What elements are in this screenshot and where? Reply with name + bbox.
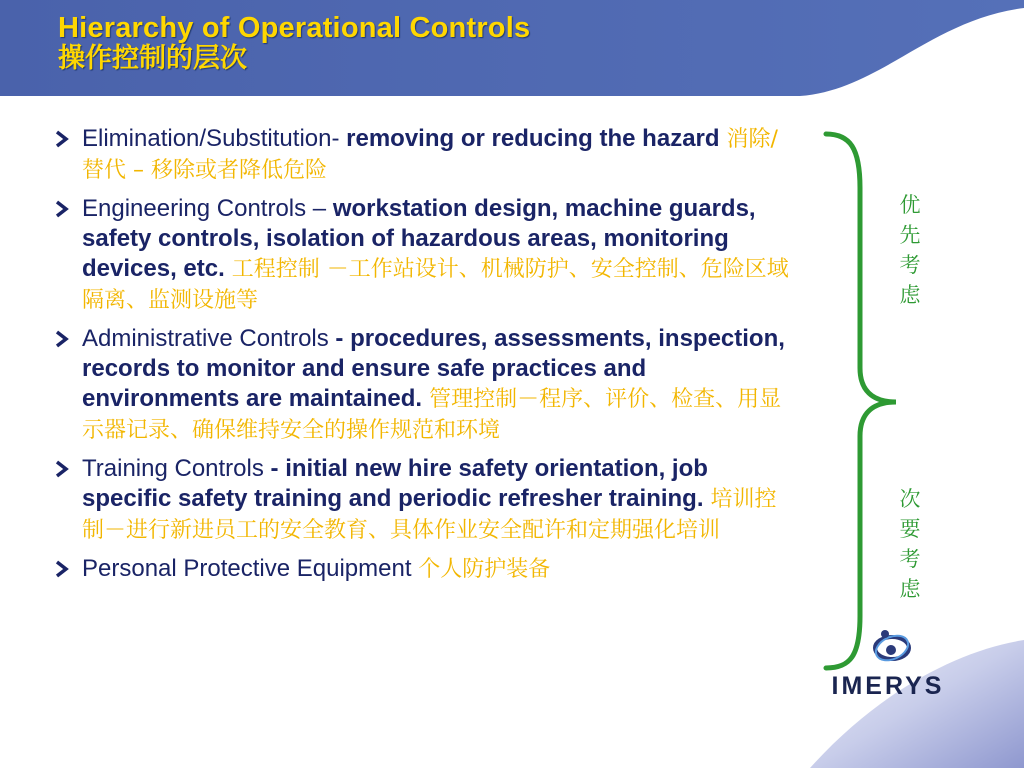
title-english: Hierarchy of Operational Controls (58, 12, 531, 44)
item-chinese: 培训控制－进行新进员工的安全教育、具体作业安全配许和定期强化培训 (82, 487, 777, 543)
item-lead: Administrative Controls (82, 325, 336, 352)
title-chinese: 操作控制的层次 (58, 43, 247, 75)
list-item (54, 554, 794, 585)
item-detail: - procedures, assessments, inspection, records to monitor and ensure safe practices and environments are maintained. (82, 325, 785, 412)
item-detail: workstation design, machine guards, safety controls, isolation of hazardous areas, monitoring devices, etc. (82, 195, 756, 282)
chevron-right-icon (54, 330, 70, 348)
item-chinese: 消除/替代 – 移除或者降低危险 (82, 127, 778, 183)
list-item (54, 124, 794, 186)
item-chinese: 工程控制 －工作站设计、机械防护、安全控制、危险区域隔离、监测设施等 (82, 257, 789, 313)
list-item (54, 324, 794, 446)
chevron-right-icon (54, 560, 70, 578)
slide-title (58, 12, 530, 75)
imerys-logo-text: IMERYS (831, 672, 945, 700)
item-detail: removing or reducing the hazard (346, 125, 720, 152)
item-chinese: 管理控制－程序、评价、检查、用显示器记录、确保维持安全的操作规范和环境 (82, 387, 782, 443)
chevron-right-icon (54, 200, 70, 218)
item-lead: Personal Protective Equipment (82, 555, 419, 582)
item-lead: Training Controls (82, 455, 271, 482)
chevron-right-icon (54, 130, 70, 148)
priority-label-first: 优 先 考 虑 (899, 193, 921, 307)
list-item (54, 454, 794, 546)
priority-label-secondary: 次 要 考 虑 (899, 487, 921, 601)
item-chinese: 个人防护装备 (418, 557, 551, 582)
item-lead: Engineering Controls – (82, 195, 333, 222)
item-detail: - initial new hire safety orientation, job specific safety training and periodic refresher training. (82, 455, 708, 512)
item-lead: Elimination/Substitution- (82, 125, 347, 152)
controls-list (54, 124, 794, 593)
chevron-right-icon (54, 460, 70, 478)
list-item (54, 194, 794, 316)
